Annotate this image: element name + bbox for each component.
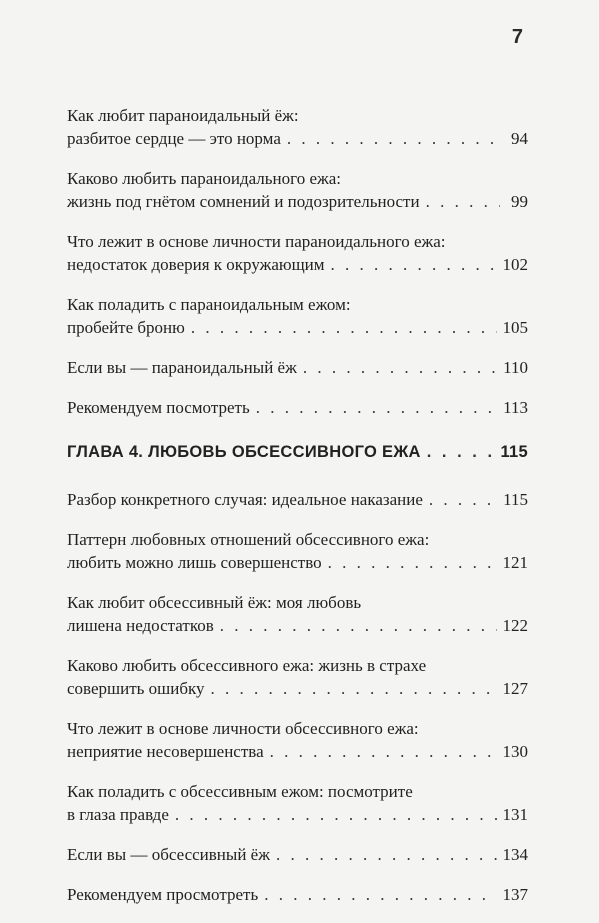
toc-page-number: 94: [511, 129, 528, 148]
leader-dots: [429, 488, 497, 511]
toc-entry-title-line1: Как поладить с параноидальным ежом:: [67, 295, 351, 314]
toc-entry-title-line2: неприятие несовершенства: [67, 742, 264, 761]
chapter-title: ГЛАВА 4. ЛЮБОВЬ ОБСЕССИВНОГО ЕЖА: [67, 443, 421, 461]
toc-entry: [67, 167, 528, 213]
chapter-heading: [67, 441, 528, 464]
leader-dots: [427, 441, 495, 464]
toc-entry-title-line1: Что лежит в основе личности параноидального ежа:: [67, 232, 446, 251]
toc-entry-title: Рекомендуем посмотреть: [67, 398, 250, 417]
toc-entry-title-line1: Как поладить с обсессивным ежом: посмотрите: [67, 782, 413, 801]
toc-entry-title-line1: Как любит обсессивный ёж: моя любовь: [67, 593, 362, 612]
toc-entry-title-line2: разбитое сердце — это норма: [67, 129, 281, 148]
toc-page-number: 121: [502, 553, 528, 572]
leader-dots: [256, 396, 497, 419]
table-of-contents: [67, 104, 528, 923]
leader-dots: [426, 190, 500, 213]
toc-page-number: 130: [502, 742, 528, 761]
toc-entry-title-line1: Как любит параноидальный ёж:: [67, 106, 299, 125]
toc-entry-title-line2: пробейте броню: [67, 318, 185, 337]
toc-page-number: 110: [503, 358, 528, 377]
toc-entry-title-line1: Что лежит в основе личности обсессивного ежа:: [67, 719, 419, 738]
toc-entry: [67, 293, 528, 339]
toc-entry-title: Если вы — параноидальный ёж: [67, 358, 297, 377]
toc-entry-title-line2: совершить ошибку: [67, 679, 205, 698]
toc-entry: [67, 104, 528, 150]
toc-page-number: 102: [502, 255, 528, 274]
toc-entry: [67, 591, 528, 637]
toc-entry-title-line1: Каково любить обсессивного ежа: жизнь в страхе: [67, 656, 427, 675]
toc-page-number: 134: [502, 845, 528, 864]
toc-entry: [67, 528, 528, 574]
toc-entry-title: Рекомендуем просмотреть: [67, 885, 259, 904]
toc-entry: [67, 356, 528, 379]
leader-dots: [276, 843, 497, 866]
toc-page-number: 105: [502, 318, 528, 337]
toc-entry: [67, 883, 528, 906]
toc-entry-title-line2: недостаток доверия к окружающим: [67, 255, 325, 274]
toc-page-number: 115: [503, 490, 528, 509]
toc-entry: [67, 843, 528, 866]
toc-entry: [67, 488, 528, 511]
toc-entry-title-line1: Паттерн любовных отношений обсессивного ежа:: [67, 530, 430, 549]
leader-dots: [331, 253, 497, 276]
toc-entry-title: Если вы — обсессивный ёж: [67, 845, 270, 864]
toc-entry-title-line2: жизнь под гнётом сомнений и подозрительности: [67, 192, 420, 211]
page-number: 7: [511, 26, 523, 48]
toc-page-number: 113: [503, 398, 528, 417]
toc-entry: [67, 780, 528, 826]
toc-entry: [67, 230, 528, 276]
toc-entry: [67, 396, 528, 419]
toc-page-number: 131: [502, 805, 528, 824]
toc-page-number: 127: [502, 679, 528, 698]
leader-dots: [211, 677, 497, 700]
toc-entry-title-line2: любить можно лишь совершенство: [67, 553, 322, 572]
toc-entry-title: Разбор конкретного случая: идеальное наказание: [67, 490, 423, 509]
chapter-page-number: 115: [500, 443, 528, 461]
leader-dots: [287, 127, 500, 150]
toc-entry: [67, 654, 528, 700]
toc-page-number: 99: [511, 192, 528, 211]
leader-dots: [270, 740, 497, 763]
toc-page-number: 137: [502, 885, 528, 904]
leader-dots: [191, 316, 497, 339]
leader-dots: [328, 551, 497, 574]
leader-dots: [303, 356, 497, 379]
toc-entry: [67, 717, 528, 763]
toc-entry-title-line2: в глаза правде: [67, 805, 169, 824]
leader-dots: [264, 883, 496, 906]
toc-entry-title-line2: лишена недостатков: [67, 616, 214, 635]
toc-page-number: 122: [502, 616, 528, 635]
leader-dots: [175, 803, 497, 826]
toc-entry-title-line1: Каково любить параноидального ежа:: [67, 169, 342, 188]
leader-dots: [220, 614, 497, 637]
